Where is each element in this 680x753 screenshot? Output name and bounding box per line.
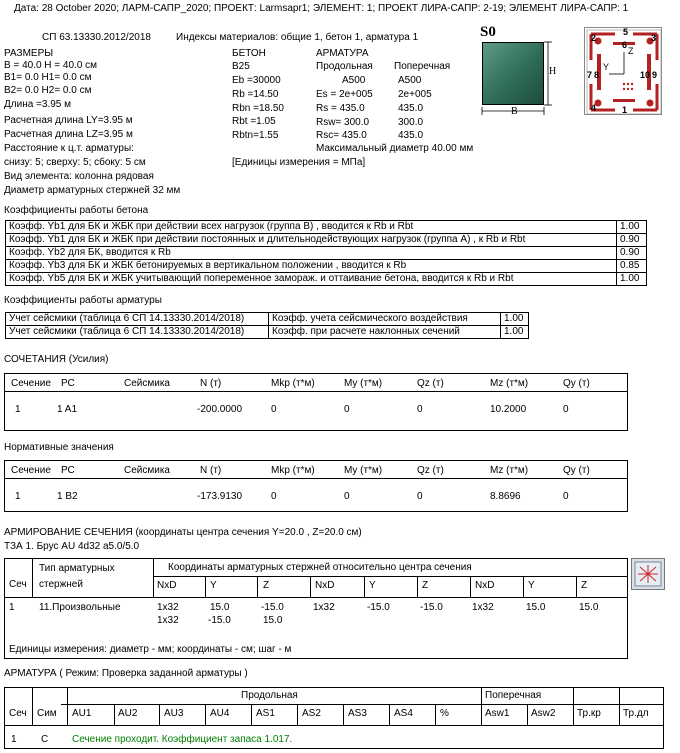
armor-cell: 15.0 — [210, 602, 230, 613]
norm-h-qz: Qz (т) — [417, 465, 444, 476]
sizes-ly: Расчетная длина LY=3.95 м — [4, 115, 133, 126]
armor-cell: -15.0 — [420, 602, 443, 613]
armor-sh: Z — [263, 580, 270, 591]
rebar-long: Продольная — [316, 61, 373, 72]
armor-row-type: 11.Произвольные — [39, 602, 121, 613]
concrete-rbt: Rbt =1.05 — [232, 116, 276, 127]
norm-sec: 1 — [15, 491, 21, 502]
result-sec: 1 — [11, 734, 17, 745]
axis-y-label: Y — [603, 62, 610, 72]
concrete-units: [Единицы измерения = МПа] — [232, 157, 366, 168]
combos-n: -200.0000 — [197, 404, 243, 415]
norm-h-mkp: Mkp (т*м) — [271, 465, 315, 476]
result-title: АРМАТУРА ( Режим: Проверка заданной арматуры ) — [4, 668, 248, 679]
combos-my: 0 — [344, 404, 350, 415]
armor-cell: -15.0 — [208, 615, 231, 626]
rebar-rsc-t: 435.0 — [398, 130, 424, 141]
result-h-long: Продольная — [241, 690, 298, 701]
sizes-lz: Расчетная длина LZ=3.95 м — [4, 129, 133, 140]
rebar-num-10: 10 — [640, 70, 651, 80]
table-row: Коэфф. Yb5 для БК и ЖБК учитывающий попеременное замораж. и оттаивание бетона, вводится к Rb и Rbt 1.00 — [6, 273, 647, 286]
armor-cell: 1x32 — [472, 602, 494, 613]
armor-cell: 1x32 — [313, 602, 335, 613]
armor-h-sec: Сеч — [9, 579, 27, 590]
result-h: AS1 — [256, 708, 275, 719]
combos-h-qz: Qz (т) — [417, 378, 444, 389]
result-h: AU2 — [118, 708, 138, 719]
rebar-coef-title: Коэффициенты работы арматуры — [4, 295, 162, 306]
rebar-coef-table — [5, 312, 529, 339]
result-h: % — [440, 708, 449, 719]
sizes-length: Длина =3.95 м — [4, 99, 72, 110]
norm-h-qy: Qy (т) — [563, 465, 590, 476]
result-h: AU1 — [72, 708, 92, 719]
table-row: Учет сейсмики (таблица 6 СП 14.13330.2014/2018) Коэфф. учета сейсмического воздействия 1.00 — [6, 313, 529, 326]
norm-n: -173.9130 — [197, 491, 243, 502]
rebar-es: Es = 2e+005 — [316, 89, 373, 100]
concrete-title: БЕТОН — [232, 48, 266, 59]
rebar-es-t: 2e+005 — [398, 89, 432, 100]
norm-h-n: N (т) — [200, 465, 222, 476]
rebar-num-9: 9 — [652, 70, 658, 80]
norm-h-my: My (т*м) — [344, 465, 383, 476]
combos-h-mz: Mz (т*м) — [490, 378, 529, 389]
norm-my: 0 — [344, 491, 350, 502]
armor-h-type2: стержней — [39, 579, 83, 590]
rebar-num-5: 5 — [623, 27, 629, 37]
result-h: AS4 — [394, 708, 413, 719]
section-view-icon — [632, 559, 664, 589]
concrete-coef-table — [5, 220, 647, 286]
armor-cell: -15.0 — [261, 602, 284, 613]
result-h: Сим — [37, 708, 57, 719]
concrete-rb: Rb =14.50 — [232, 89, 279, 100]
concrete-rbn: Rbn =18.50 — [232, 103, 284, 114]
rebar-num-2: 2 — [591, 33, 597, 43]
materials-label: Индексы материалов: общие 1, бетон 1, арматура 1 — [176, 32, 419, 43]
rebar-rs-t: 435.0 — [398, 103, 424, 114]
table-row: Коэфф. Yb2 для БК, вводится к Rb 0.90 — [6, 247, 647, 260]
rebar-num-3: 3 — [651, 33, 657, 43]
concrete-eb: Eb =30000 — [232, 75, 281, 86]
armor-sh: NxD — [315, 580, 335, 591]
table-row: Коэфф. Yb3 для БК и ЖБК бетонируемых в вертикальном положении , вводится к Rb 0.85 — [6, 260, 647, 273]
result-sym: С — [41, 734, 49, 745]
result-h: AS2 — [302, 708, 321, 719]
norm-qy: 0 — [563, 491, 569, 502]
armor-h-type1: Тип арматурных — [39, 563, 115, 574]
axis-z-label: Z — [628, 46, 634, 56]
combos-h-n: N (т) — [200, 378, 222, 389]
armor-sh: Y — [369, 580, 376, 591]
norm-vals-table — [4, 460, 628, 512]
result-h-trans: Поперечная — [485, 690, 542, 701]
table-row: Коэфф. Yb1 для БК и ЖБК при действии всех нагрузок (группа B) , вводится к Rb и Rbt 1.00 — [6, 221, 647, 234]
combos-qy: 0 — [563, 404, 569, 415]
section-dimensions — [478, 38, 558, 128]
armor-table — [4, 558, 628, 659]
norm-rs: 1 B2 — [57, 491, 78, 502]
armor-title: АРМИРОВАНИЕ СЕЧЕНИЯ (координаты центра сечения Y=20.0 , Z=20.0 см) — [4, 527, 362, 538]
armor-cell: 1x32 — [157, 615, 179, 626]
result-message: Сечение проходит. Коэффициент запаса 1.017. — [72, 734, 293, 745]
rebar-trans: Поперечная — [394, 61, 451, 72]
concrete-coef-title: Коэффициенты работы бетона — [4, 205, 149, 216]
norm-label: СП 63.13330.2012/2018 — [42, 32, 151, 43]
rebar-num-1: 1 — [622, 105, 628, 115]
sizes-dist: Расстояние к ц.т. арматуры: — [4, 143, 134, 154]
combos-mkp: 0 — [271, 404, 277, 415]
result-h: AU4 — [210, 708, 230, 719]
combos-h-qy: Qy (т) — [563, 378, 590, 389]
concrete-class: B25 — [232, 61, 250, 72]
combos-rs: 1 A1 — [57, 404, 78, 415]
rebar-rsw: Rsw= 300.0 — [316, 117, 370, 128]
sizes-diam: Диаметр арматурных стержней 32 мм — [4, 185, 181, 196]
sizes-bh: B = 40.0 H = 40.0 см — [4, 60, 98, 71]
norm-mz: 8.8696 — [490, 491, 521, 502]
armor-cell: 15.0 — [579, 602, 599, 613]
armor-sh: NxD — [475, 580, 495, 591]
sizes-b2: B2= 0.0 H2= 0.0 см — [4, 85, 92, 96]
norm-vals-title: Нормативные значения — [4, 442, 114, 453]
section-title: S0 — [480, 24, 496, 40]
norm-h-seism: Сейсмика — [124, 465, 170, 476]
dim-b-label: B — [511, 106, 518, 117]
rebar-num-6: 6 — [622, 40, 628, 50]
rebar-cls-long: A500 — [342, 75, 366, 86]
sizes-b1: B1= 0.0 H1= 0.0 см — [4, 72, 92, 83]
armor-units: Единицы измерения: диаметр - мм; координаты - см; шаг - м — [9, 644, 292, 655]
combos-h-my: My (т*м) — [344, 378, 383, 389]
armor-cell: 15.0 — [263, 615, 283, 626]
norm-h-sec: Сечение — [11, 465, 51, 476]
rebar-rsw-t: 300.0 — [398, 117, 424, 128]
armor-h-coords: Координаты арматурных стержней относительно центра сечения — [168, 562, 472, 573]
rebar-rs: Rs = 435.0 — [316, 103, 365, 114]
section-view-button[interactable] — [631, 558, 665, 590]
rebar-title: АРМАТУРА — [316, 48, 369, 59]
result-h: AU3 — [164, 708, 184, 719]
armor-sub: ТЗА 1. Брус AU 4d32 a5.0/5.0 — [4, 541, 140, 552]
result-h: Тр.кр — [577, 708, 601, 719]
norm-h-rs: РС — [61, 465, 75, 476]
combos-h-seism: Сейсмика — [124, 378, 170, 389]
concrete-rbtn: Rbtn=1.55 — [232, 130, 279, 141]
rebar-cls-trans: A500 — [398, 75, 422, 86]
norm-qz: 0 — [417, 491, 423, 502]
combos-sec: 1 — [15, 404, 21, 415]
result-h: Asw2 — [531, 708, 556, 719]
dim-h-label: H — [549, 66, 557, 77]
result-h: Сеч — [9, 708, 27, 719]
combos-qz: 0 — [417, 404, 423, 415]
armor-sh: NxD — [157, 580, 177, 591]
result-h: Asw1 — [485, 708, 510, 719]
rebar-rsc: Rsc= 435.0 — [316, 130, 367, 141]
result-table — [4, 687, 664, 749]
rebar-max-d: Максимальный диаметр 40.00 мм — [316, 143, 474, 154]
armor-sh: Z — [422, 580, 429, 591]
norm-h-mz: Mz (т*м) — [490, 465, 529, 476]
sizes-dist-vals: снизу: 5; сверху: 5; сбоку: 5 см — [4, 157, 146, 168]
sizes-title: РАЗМЕРЫ — [4, 48, 54, 59]
report-header: Дата: 28 October 2020; ЛАРМ-САПР_2020; ПРОЕКТ: Larmsapr1; ЭЛЕМЕНТ: 1; ПРОЕКТ ЛИРА-САПР: 2-19; ЭЛЕМЕНТ ЛИРА-САПР: 1 — [14, 3, 629, 14]
result-h: Тр.дл — [623, 708, 649, 719]
armor-sh: Z — [581, 580, 588, 591]
rebar-num-8: 8 — [594, 70, 600, 80]
combos-table — [4, 373, 628, 431]
armor-cell: -15.0 — [367, 602, 390, 613]
sizes-kind: Вид элемента: колонна рядовая — [4, 171, 154, 182]
combos-title: СОЧЕТАНИЯ (Усилия) — [4, 354, 109, 365]
result-h: AS3 — [348, 708, 367, 719]
table-row: Коэфф. Yb1 для БК и ЖБК при действии постоянных и длительнодействующих нагрузок (группа A) , к Rb и Rbt 0.90 — [6, 234, 647, 247]
norm-mkp: 0 — [271, 491, 277, 502]
rebar-num-7: 7 — [587, 70, 593, 80]
rebar-diagram — [584, 27, 662, 115]
combos-h-mkp: Mkp (т*м) — [271, 378, 315, 389]
armor-cell: 1x32 — [157, 602, 179, 613]
combos-h-rs: РС — [61, 378, 75, 389]
rebar-num-4: 4 — [591, 103, 597, 113]
combos-h-sec: Сечение — [11, 378, 51, 389]
armor-cell: 15.0 — [526, 602, 546, 613]
table-row: Учет сейсмики (таблица 6 СП 14.13330.2014/2018) Коэфф. при расчете наклонных сечений 1.00 — [6, 326, 529, 339]
armor-sh: Y — [528, 580, 535, 591]
armor-sh: Y — [210, 580, 217, 591]
armor-row-sec: 1 — [9, 602, 15, 613]
combos-mz: 10.2000 — [490, 404, 527, 415]
